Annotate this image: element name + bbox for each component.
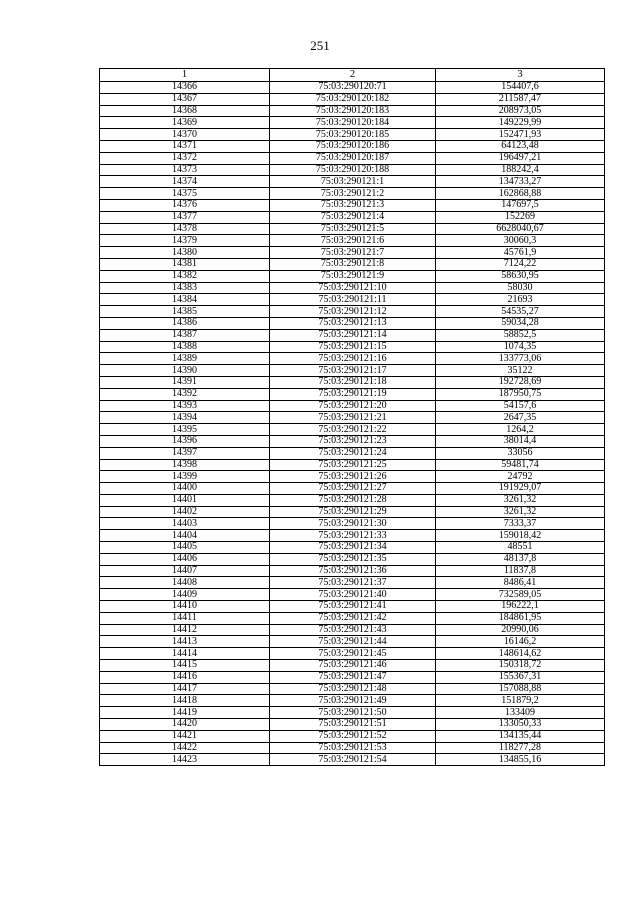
table-row [100, 424, 605, 436]
row-number-cell: 14390 [100, 365, 270, 377]
value-cell: 150318,72 [436, 660, 605, 672]
row-number-cell: 14413 [100, 636, 270, 648]
value-cell: 187950,75 [436, 388, 605, 400]
value-cell: 59481,74 [436, 459, 605, 471]
table-row [100, 282, 605, 294]
value-cell: 1074,35 [436, 341, 605, 353]
value-cell: 196497,21 [436, 152, 605, 164]
value-cell: 133050,33 [436, 719, 605, 731]
cadastral-number-cell: 75:03:290121:27 [270, 483, 436, 495]
value-cell: 732589,05 [436, 589, 605, 601]
cadastral-number-cell: 75:03:290121:12 [270, 306, 436, 318]
cadastral-number-cell: 75:03:290121:6 [270, 235, 436, 247]
row-number-cell: 14386 [100, 317, 270, 329]
row-number-cell: 14417 [100, 683, 270, 695]
row-number-cell: 14407 [100, 565, 270, 577]
value-cell: 16146,2 [436, 636, 605, 648]
cadastral-number-cell: 75:03:290121:2 [270, 188, 436, 200]
column-header-3: 3 [436, 69, 605, 82]
column-header-2: 2 [270, 69, 436, 82]
cadastral-number-cell: 75:03:290121:33 [270, 530, 436, 542]
cadastral-number-cell: 75:03:290121:4 [270, 211, 436, 223]
value-cell: 64123,48 [436, 140, 605, 152]
table-row [100, 471, 605, 483]
cadastral-number-cell: 75:03:290121:45 [270, 648, 436, 660]
table-row [100, 294, 605, 306]
row-number-cell: 14400 [100, 483, 270, 495]
table-body [100, 82, 605, 766]
cadastral-number-cell: 75:03:290121:36 [270, 565, 436, 577]
table-row [100, 506, 605, 518]
row-number-cell: 14371 [100, 140, 270, 152]
value-cell: 2647,35 [436, 412, 605, 424]
table-row [100, 188, 605, 200]
value-cell: 134733,27 [436, 176, 605, 188]
table-row [100, 164, 605, 176]
value-cell: 162868,88 [436, 188, 605, 200]
value-cell: 8486,41 [436, 577, 605, 589]
value-cell: 24792 [436, 471, 605, 483]
table-row [100, 565, 605, 577]
row-number-cell: 14380 [100, 247, 270, 259]
row-number-cell: 14379 [100, 235, 270, 247]
table-row [100, 695, 605, 707]
value-cell: 196222,1 [436, 601, 605, 613]
table-row [100, 742, 605, 754]
table-row [100, 447, 605, 459]
row-number-cell: 14406 [100, 553, 270, 565]
row-number-cell: 14394 [100, 412, 270, 424]
row-number-cell: 14372 [100, 152, 270, 164]
table-row [100, 317, 605, 329]
data-table [99, 68, 605, 766]
cadastral-number-cell: 75:03:290121:43 [270, 624, 436, 636]
cadastral-number-cell: 75:03:290120:185 [270, 129, 436, 141]
cadastral-number-cell: 75:03:290121:28 [270, 494, 436, 506]
table-row [100, 270, 605, 282]
value-cell: 1264,2 [436, 424, 605, 436]
value-cell: 147697,5 [436, 199, 605, 211]
value-cell: 192728,69 [436, 376, 605, 388]
row-number-cell: 14412 [100, 624, 270, 636]
cadastral-number-cell: 75:03:290121:22 [270, 424, 436, 436]
cadastral-number-cell: 75:03:290121:1 [270, 176, 436, 188]
row-number-cell: 14367 [100, 93, 270, 105]
cadastral-number-cell: 75:03:290121:54 [270, 754, 436, 766]
row-number-cell: 14410 [100, 601, 270, 613]
value-cell: 7333,37 [436, 518, 605, 530]
cadastral-number-cell: 75:03:290121:5 [270, 223, 436, 235]
table-header-row [100, 69, 605, 82]
value-cell: 155367,31 [436, 671, 605, 683]
cadastral-number-cell: 75:03:290121:17 [270, 365, 436, 377]
table-row [100, 341, 605, 353]
row-number-cell: 14392 [100, 388, 270, 400]
table-row [100, 140, 605, 152]
page-number: 251 [310, 38, 330, 53]
table-row [100, 730, 605, 742]
cadastral-number-cell: 75:03:290121:19 [270, 388, 436, 400]
cadastral-number-cell: 75:03:290121:24 [270, 447, 436, 459]
cadastral-number-cell: 75:03:290121:25 [270, 459, 436, 471]
value-cell: 11837,8 [436, 565, 605, 577]
table-row [100, 235, 605, 247]
row-number-cell: 14418 [100, 695, 270, 707]
row-number-cell: 14398 [100, 459, 270, 471]
column-header-1: 1 [100, 69, 270, 82]
table-row [100, 388, 605, 400]
row-number-cell: 14368 [100, 105, 270, 117]
table-row [100, 117, 605, 129]
row-number-cell: 14409 [100, 589, 270, 601]
cadastral-number-cell: 75:03:290121:41 [270, 601, 436, 613]
table-row [100, 648, 605, 660]
row-number-cell: 14370 [100, 129, 270, 141]
value-cell: 45761,9 [436, 247, 605, 259]
value-cell: 30060,3 [436, 235, 605, 247]
row-number-cell: 14397 [100, 447, 270, 459]
cadastral-number-cell: 75:03:290121:15 [270, 341, 436, 353]
table-row [100, 719, 605, 731]
row-number-cell: 14414 [100, 648, 270, 660]
row-number-cell: 14382 [100, 270, 270, 282]
table-row [100, 247, 605, 259]
cadastral-number-cell: 75:03:290121:52 [270, 730, 436, 742]
table-row [100, 435, 605, 447]
row-number-cell: 14393 [100, 400, 270, 412]
table-row [100, 211, 605, 223]
cadastral-number-cell: 75:03:290121:47 [270, 671, 436, 683]
row-number-cell: 14416 [100, 671, 270, 683]
cadastral-number-cell: 75:03:290121:18 [270, 376, 436, 388]
table-row [100, 530, 605, 542]
table-row [100, 612, 605, 624]
table-row [100, 754, 605, 766]
value-cell: 133773,06 [436, 353, 605, 365]
cadastral-number-cell: 75:03:290121:10 [270, 282, 436, 294]
value-cell: 184861,95 [436, 612, 605, 624]
row-number-cell: 14385 [100, 306, 270, 318]
cadastral-number-cell: 75:03:290121:13 [270, 317, 436, 329]
value-cell: 58630,95 [436, 270, 605, 282]
row-number-cell: 14383 [100, 282, 270, 294]
table-row [100, 152, 605, 164]
row-number-cell: 14396 [100, 435, 270, 447]
cadastral-number-cell: 75:03:290121:20 [270, 400, 436, 412]
cadastral-number-cell: 75:03:290121:21 [270, 412, 436, 424]
value-cell: 159018,42 [436, 530, 605, 542]
table-row [100, 223, 605, 235]
cadastral-number-cell: 75:03:290121:40 [270, 589, 436, 601]
cadastral-number-cell: 75:03:290121:34 [270, 542, 436, 554]
row-number-cell: 14387 [100, 329, 270, 341]
value-cell: 157088,88 [436, 683, 605, 695]
value-cell: 58852,5 [436, 329, 605, 341]
cadastral-number-cell: 75:03:290120:183 [270, 105, 436, 117]
value-cell: 38014,4 [436, 435, 605, 447]
cadastral-number-cell: 75:03:290121:46 [270, 660, 436, 672]
table-row [100, 199, 605, 211]
value-cell: 152269 [436, 211, 605, 223]
row-number-cell: 14377 [100, 211, 270, 223]
value-cell: 48137,8 [436, 553, 605, 565]
cadastral-number-cell: 75:03:290120:184 [270, 117, 436, 129]
table-row [100, 660, 605, 672]
table-row [100, 412, 605, 424]
table-row [100, 601, 605, 613]
value-cell: 3261,32 [436, 494, 605, 506]
cadastral-number-cell: 75:03:290121:49 [270, 695, 436, 707]
value-cell: 134855,16 [436, 754, 605, 766]
cadastral-number-cell: 75:03:290121:51 [270, 719, 436, 731]
cadastral-number-cell: 75:03:290120:182 [270, 93, 436, 105]
table-row [100, 624, 605, 636]
row-number-cell: 14421 [100, 730, 270, 742]
row-number-cell: 14404 [100, 530, 270, 542]
row-number-cell: 14420 [100, 719, 270, 731]
table-row [100, 105, 605, 117]
row-number-cell: 14411 [100, 612, 270, 624]
table-row [100, 542, 605, 554]
table-row [100, 353, 605, 365]
row-number-cell: 14419 [100, 707, 270, 719]
value-cell: 191929,07 [436, 483, 605, 495]
row-number-cell: 14376 [100, 199, 270, 211]
value-cell: 21693 [436, 294, 605, 306]
table-row [100, 707, 605, 719]
value-cell: 58030 [436, 282, 605, 294]
value-cell: 7124,22 [436, 258, 605, 270]
value-cell: 33056 [436, 447, 605, 459]
row-number-cell: 14415 [100, 660, 270, 672]
cadastral-number-cell: 75:03:290121:23 [270, 435, 436, 447]
value-cell: 149229,99 [436, 117, 605, 129]
table-row [100, 129, 605, 141]
value-cell: 152471,93 [436, 129, 605, 141]
table-row [100, 589, 605, 601]
cadastral-number-cell: 75:03:290121:16 [270, 353, 436, 365]
row-number-cell: 14391 [100, 376, 270, 388]
value-cell: 134135,44 [436, 730, 605, 742]
value-cell: 59034,28 [436, 317, 605, 329]
cadastral-number-cell: 75:03:290121:14 [270, 329, 436, 341]
cadastral-number-cell: 75:03:290121:3 [270, 199, 436, 211]
cadastral-number-cell: 75:03:290120:186 [270, 140, 436, 152]
cadastral-number-cell: 75:03:290121:42 [270, 612, 436, 624]
value-cell: 208973,05 [436, 105, 605, 117]
cadastral-number-cell: 75:03:290120:71 [270, 82, 436, 94]
value-cell: 54535,27 [436, 306, 605, 318]
row-number-cell: 14403 [100, 518, 270, 530]
row-number-cell: 14388 [100, 341, 270, 353]
table-row [100, 518, 605, 530]
row-number-cell: 14373 [100, 164, 270, 176]
value-cell: 211587,47 [436, 93, 605, 105]
value-cell: 54157,6 [436, 400, 605, 412]
row-number-cell: 14401 [100, 494, 270, 506]
cadastral-number-cell: 75:03:290120:187 [270, 152, 436, 164]
row-number-cell: 14378 [100, 223, 270, 235]
value-cell: 6628040,67 [436, 223, 605, 235]
value-cell: 151879,2 [436, 695, 605, 707]
cadastral-number-cell: 75:03:290121:11 [270, 294, 436, 306]
row-number-cell: 14405 [100, 542, 270, 554]
row-number-cell: 14374 [100, 176, 270, 188]
cadastral-number-cell: 75:03:290121:26 [270, 471, 436, 483]
cadastral-number-cell: 75:03:290121:44 [270, 636, 436, 648]
row-number-cell: 14369 [100, 117, 270, 129]
row-number-cell: 14381 [100, 258, 270, 270]
value-cell: 48551 [436, 542, 605, 554]
value-cell: 118277,28 [436, 742, 605, 754]
table-row [100, 683, 605, 695]
table-row [100, 306, 605, 318]
value-cell: 188242,4 [436, 164, 605, 176]
row-number-cell: 14423 [100, 754, 270, 766]
table-row [100, 671, 605, 683]
table-row [100, 82, 605, 94]
cadastral-number-cell: 75:03:290121:35 [270, 553, 436, 565]
row-number-cell: 14384 [100, 294, 270, 306]
cadastral-number-cell: 75:03:290121:30 [270, 518, 436, 530]
cadastral-number-cell: 75:03:290121:53 [270, 742, 436, 754]
value-cell: 20990,06 [436, 624, 605, 636]
row-number-cell: 14395 [100, 424, 270, 436]
row-number-cell: 14389 [100, 353, 270, 365]
table-row [100, 329, 605, 341]
table-row [100, 93, 605, 105]
cadastral-number-cell: 75:03:290121:29 [270, 506, 436, 518]
cadastral-number-cell: 75:03:290121:37 [270, 577, 436, 589]
cadastral-number-cell: 75:03:290121:50 [270, 707, 436, 719]
cadastral-number-cell: 75:03:290121:7 [270, 247, 436, 259]
table-row [100, 483, 605, 495]
value-cell: 148614,62 [436, 648, 605, 660]
row-number-cell: 14408 [100, 577, 270, 589]
cadastral-number-cell: 75:03:290121:9 [270, 270, 436, 282]
row-number-cell: 14422 [100, 742, 270, 754]
table-row [100, 577, 605, 589]
value-cell: 35122 [436, 365, 605, 377]
cadastral-number-cell: 75:03:290121:8 [270, 258, 436, 270]
row-number-cell: 14366 [100, 82, 270, 94]
cadastral-number-cell: 75:03:290121:48 [270, 683, 436, 695]
table-row [100, 376, 605, 388]
table-row [100, 494, 605, 506]
cadastral-number-cell: 75:03:290120:188 [270, 164, 436, 176]
table-row [100, 176, 605, 188]
table-row [100, 553, 605, 565]
table-row [100, 365, 605, 377]
row-number-cell: 14399 [100, 471, 270, 483]
table-row [100, 636, 605, 648]
value-cell: 154407,6 [436, 82, 605, 94]
table-row [100, 400, 605, 412]
row-number-cell: 14402 [100, 506, 270, 518]
table-row [100, 459, 605, 471]
table-row [100, 258, 605, 270]
value-cell: 3261,32 [436, 506, 605, 518]
row-number-cell: 14375 [100, 188, 270, 200]
value-cell: 133409 [436, 707, 605, 719]
